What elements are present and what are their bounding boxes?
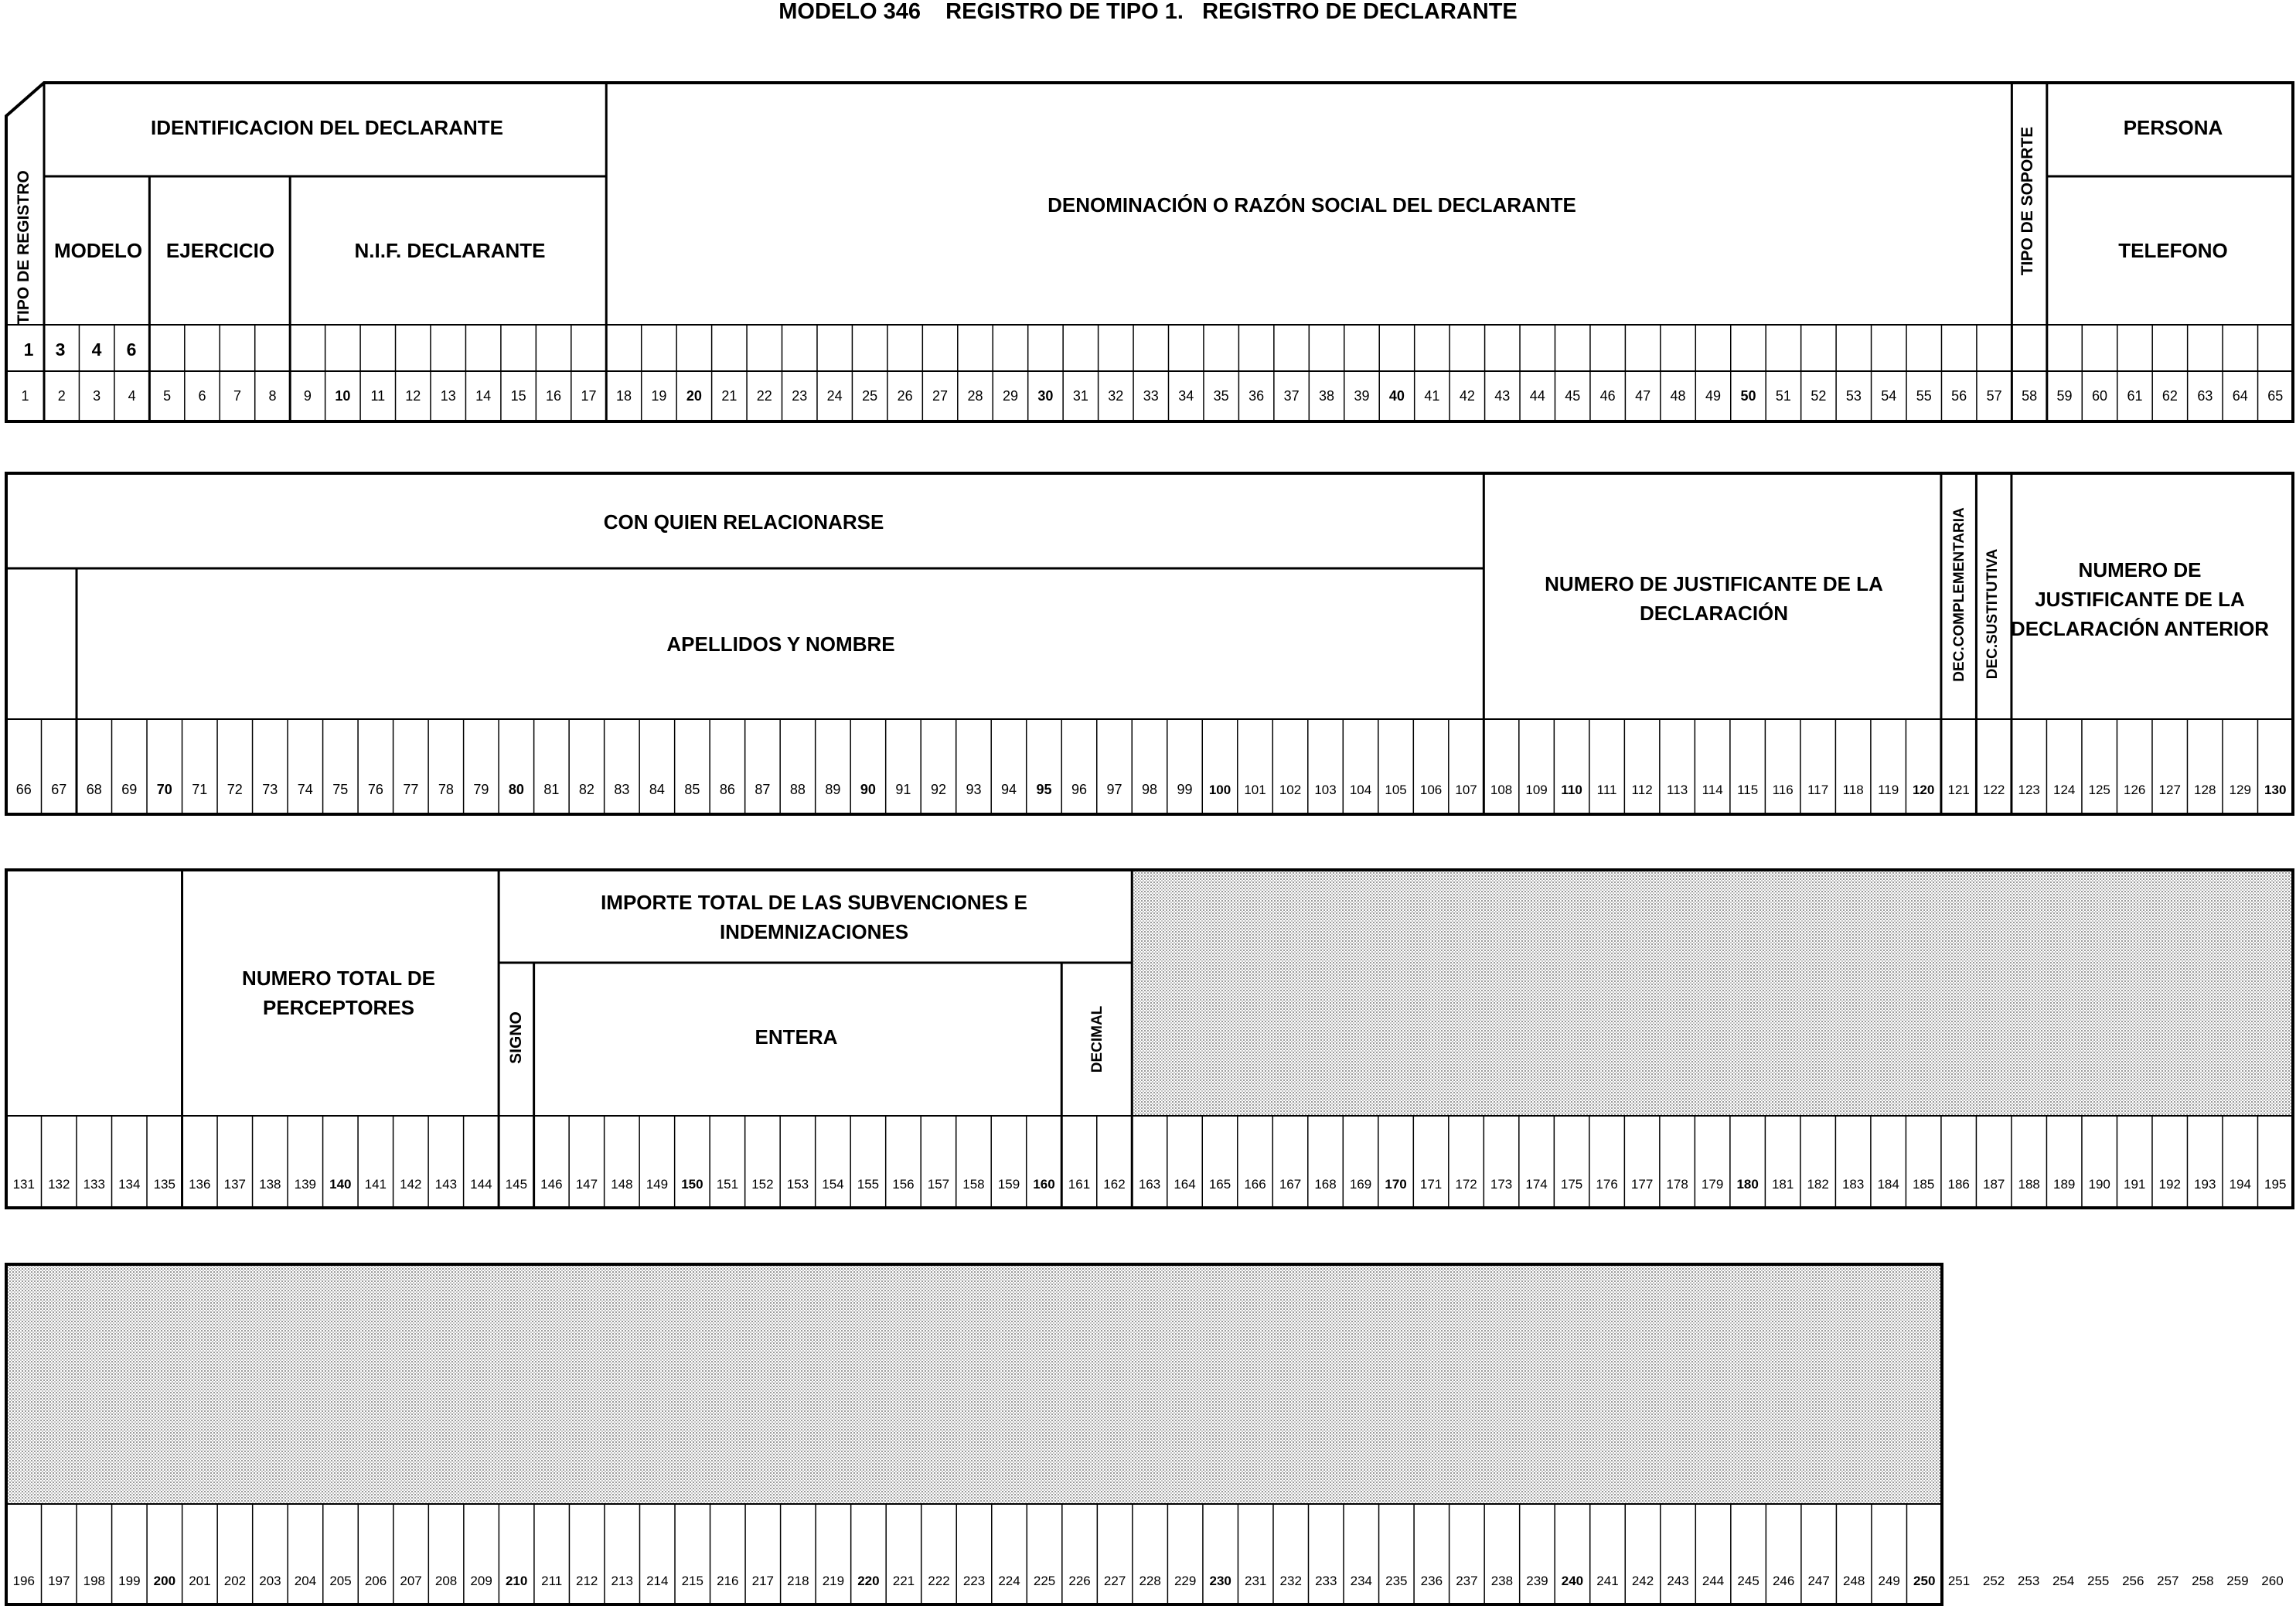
position-number: 177: [1630, 1177, 1654, 1192]
position-number: 28: [967, 388, 983, 404]
position-number: 245: [1737, 1574, 1759, 1588]
position-number: 227: [1103, 1574, 1126, 1588]
position-number: 20: [686, 388, 702, 404]
position-number: 187: [1982, 1177, 2005, 1192]
position-number: 174: [1525, 1177, 1548, 1192]
position-number: 44: [1529, 388, 1545, 404]
position-number: 172: [1455, 1177, 1477, 1192]
position-number: 60: [2091, 388, 2108, 404]
position-number: 180: [1736, 1177, 1759, 1192]
position-number: 34: [1178, 388, 1194, 404]
position-number: 196: [12, 1574, 35, 1588]
position-number: 102: [1279, 783, 1302, 797]
position-number: 162: [1103, 1177, 1126, 1192]
position-number: 169: [1349, 1177, 1372, 1192]
position-number: 224: [998, 1574, 1020, 1588]
position-number: 52: [1811, 388, 1827, 404]
position-number: 10: [335, 388, 351, 404]
position-number: 229: [1174, 1574, 1197, 1588]
position-number: 29: [1002, 388, 1018, 404]
position-number: 183: [1841, 1177, 1865, 1192]
position-number: 190: [2088, 1177, 2110, 1192]
position-number: 25: [862, 388, 878, 404]
position-number: 32: [1108, 388, 1124, 404]
position-number: 178: [1666, 1177, 1688, 1192]
position-number: 145: [505, 1177, 528, 1192]
position-number: 152: [751, 1177, 774, 1192]
position-number: 216: [717, 1574, 739, 1588]
position-number: 116: [1772, 783, 1794, 797]
position-number: 2: [57, 388, 66, 404]
position-number: 223: [962, 1574, 986, 1588]
position-number: 184: [1877, 1177, 1899, 1192]
position-number: 210: [505, 1574, 528, 1588]
position-number: 117: [1807, 783, 1829, 797]
position-number: 147: [575, 1177, 598, 1192]
position-number: 115: [1737, 783, 1759, 797]
position-number: 26: [897, 388, 913, 404]
modelo-label: MODELO: [53, 239, 143, 262]
position-number: 170: [1385, 1177, 1407, 1192]
section-4-reservado: [6, 1266, 1942, 1504]
position-number: 128: [2194, 783, 2216, 797]
position-number: 212: [576, 1574, 598, 1588]
position-number: 236: [1420, 1574, 1443, 1588]
position-number: 30: [1037, 388, 1054, 404]
position-number: 56: [1951, 388, 1967, 404]
position-number: 225: [1033, 1574, 1056, 1588]
position-number: 189: [2053, 1177, 2076, 1192]
position-number: 140: [329, 1177, 352, 1192]
position-number: 150: [681, 1177, 703, 1192]
position-number: 124: [2053, 783, 2076, 797]
position-number: 207: [400, 1574, 422, 1588]
prefilled-tipo-1: 1: [23, 339, 34, 360]
position-number: 256: [2122, 1574, 2144, 1588]
position-number: 204: [294, 1574, 317, 1588]
numero-justificante-anterior-label-1: NUMERO DE: [2078, 558, 2202, 581]
position-number: 168: [1314, 1177, 1337, 1192]
identificacion-label: IDENTIFICACION DEL DECLARANTE: [151, 116, 503, 139]
position-number: 198: [83, 1574, 106, 1588]
position-number: 142: [400, 1177, 422, 1192]
position-number: 125: [2088, 783, 2110, 797]
position-number: 246: [1772, 1574, 1795, 1588]
position-number: 43: [1494, 388, 1511, 404]
position-number: 109: [1525, 783, 1548, 797]
position-number: 84: [649, 782, 665, 797]
position-number: 95: [1036, 782, 1052, 797]
position-number: 209: [470, 1574, 492, 1588]
position-number: 232: [1279, 1574, 1302, 1588]
position-number: 35: [1213, 388, 1229, 404]
position-number: 233: [1315, 1574, 1337, 1588]
position-number: 144: [470, 1177, 492, 1192]
position-number: 105: [1385, 783, 1407, 797]
telefono-label: TELEFONO: [2118, 239, 2228, 262]
position-number: 133: [83, 1177, 105, 1192]
position-number: 188: [2018, 1177, 2040, 1192]
position-number: 244: [1702, 1574, 1725, 1588]
position-number: 157: [927, 1177, 950, 1192]
numero-total-label-2: PERCEPTORES: [262, 996, 415, 1019]
position-number: 49: [1705, 388, 1722, 404]
position-number: 127: [2158, 783, 2181, 797]
position-number: 254: [2052, 1574, 2075, 1588]
position-number: 222: [928, 1574, 950, 1588]
section-3-importes: [242, 871, 2294, 1116]
importe-total-label-2: INDEMNIZACIONES: [719, 920, 909, 943]
page-title: MODELO 346 REGISTRO DE TIPO 1. REGISTRO DE DECLARANTE: [778, 0, 1518, 24]
position-number: 14: [475, 388, 492, 404]
position-number: 202: [223, 1574, 247, 1588]
position-number: 206: [364, 1574, 387, 1588]
position-number: 108: [1490, 783, 1513, 797]
position-number: 121: [1947, 783, 1970, 797]
position-number: 208: [434, 1574, 458, 1588]
position-number: 6: [198, 388, 206, 404]
entera-label: ENTERA: [755, 1025, 838, 1049]
position-number: 249: [1878, 1574, 1900, 1588]
position-number: 151: [716, 1177, 739, 1192]
position-number: 199: [118, 1574, 141, 1588]
position-number: 74: [297, 782, 313, 797]
position-number: 1: [21, 388, 29, 404]
position-number: 96: [1071, 782, 1088, 797]
apellidos-label: APELLIDOS Y NOMBRE: [666, 633, 895, 656]
position-number: 40: [1388, 388, 1405, 404]
position-number: 130: [2264, 783, 2287, 797]
position-number: 77: [403, 782, 419, 797]
position-number: 154: [822, 1177, 844, 1192]
position-number: 39: [1354, 388, 1370, 404]
position-number: 213: [611, 1574, 633, 1588]
position-number: 92: [930, 782, 946, 797]
position-number: 16: [546, 388, 562, 404]
position-number: 65: [2267, 388, 2284, 404]
position-number: 250: [1913, 1574, 1936, 1588]
position-number: 36: [1248, 388, 1265, 404]
denominacion-label: DENOMINACIÓN O RAZÓN SOCIAL DEL DECLARANTE: [1048, 193, 1576, 217]
position-number: 221: [892, 1574, 915, 1588]
position-number: 143: [434, 1177, 458, 1192]
position-number: 3: [93, 388, 101, 404]
tipo-registro-label: TIPO DE REGISTRO: [15, 170, 32, 325]
position-number: 181: [1771, 1177, 1794, 1192]
position-number: 71: [192, 782, 208, 797]
position-number: 235: [1385, 1574, 1408, 1588]
position-number: 85: [684, 782, 700, 797]
position-number: 161: [1068, 1177, 1091, 1192]
position-number: 88: [789, 782, 806, 797]
position-number: 17: [581, 388, 597, 404]
position-number: 192: [2158, 1177, 2181, 1192]
position-number: 91: [895, 782, 911, 797]
position-number: 27: [932, 388, 949, 404]
position-number: 242: [1631, 1574, 1654, 1588]
prefilled-modelo-4: 4: [91, 339, 102, 360]
position-number: 7: [233, 388, 241, 404]
position-number: 33: [1143, 388, 1159, 404]
prefilled-modelo-6: 6: [126, 339, 137, 360]
position-number: 165: [1208, 1177, 1231, 1192]
position-number: 139: [294, 1177, 317, 1192]
importe-total-label-1: IMPORTE TOTAL DE LAS SUBVENCIONES E: [601, 891, 1027, 914]
position-number: 123: [2018, 783, 2040, 797]
position-number: 45: [1565, 388, 1581, 404]
position-number: 153: [786, 1177, 809, 1192]
position-number: 76: [367, 782, 383, 797]
position-number: 167: [1279, 1177, 1302, 1192]
position-number: 94: [1000, 782, 1017, 797]
position-number: 112: [1631, 783, 1653, 797]
position-number: 67: [51, 782, 67, 797]
signo-label: SIGNO: [507, 1011, 525, 1064]
position-number: 248: [1842, 1574, 1865, 1588]
position-number: 149: [646, 1177, 669, 1192]
position-number: 69: [121, 782, 138, 797]
position-number: 131: [12, 1177, 35, 1192]
position-number: 132: [48, 1177, 70, 1192]
position-number: 110: [1561, 783, 1582, 797]
ejercicio-label: EJERCICIO: [165, 239, 275, 262]
position-number: 18: [615, 388, 632, 404]
position-number: 64: [2232, 388, 2248, 404]
position-number: 90: [860, 782, 876, 797]
position-number: 138: [259, 1177, 281, 1192]
position-number: 240: [1561, 1574, 1584, 1588]
position-number: 191: [2124, 1177, 2146, 1192]
position-number: 51: [1775, 388, 1791, 404]
position-number: 228: [1139, 1574, 1161, 1588]
position-number: 72: [227, 782, 243, 797]
position-number: 159: [997, 1177, 1020, 1192]
position-number: 75: [332, 782, 349, 797]
position-number: 129: [2229, 783, 2251, 797]
position-number: 24: [826, 388, 843, 404]
position-number: 70: [156, 782, 172, 797]
position-number: 195: [2264, 1177, 2287, 1192]
position-number: 171: [1419, 1177, 1443, 1192]
section-2-contacto-justificante: [604, 507, 2270, 682]
position-number: 239: [1526, 1574, 1548, 1588]
position-number: 164: [1174, 1177, 1196, 1192]
position-number: 155: [857, 1177, 880, 1192]
position-number: 55: [1916, 388, 1932, 404]
position-number: 119: [1878, 783, 1899, 797]
section-1-registro-declarante: [15, 116, 2228, 360]
position-number: 54: [1881, 388, 1897, 404]
position-number: 9: [303, 388, 312, 404]
position-number: 252: [1982, 1574, 2005, 1588]
position-number: 120: [1912, 783, 1935, 797]
position-number: 107: [1455, 783, 1477, 797]
position-number: 173: [1490, 1177, 1513, 1192]
con-quien-label: CON QUIEN RELACIONARSE: [603, 510, 884, 534]
position-number: 99: [1177, 782, 1193, 797]
position-number: 59: [2056, 388, 2073, 404]
position-number: 79: [473, 782, 489, 797]
position-number: 247: [1807, 1574, 1830, 1588]
position-number: 38: [1319, 388, 1335, 404]
position-number: 42: [1459, 388, 1475, 404]
position-number: 50: [1740, 388, 1756, 404]
position-number: 238: [1490, 1574, 1514, 1588]
position-number: 101: [1244, 783, 1266, 797]
position-number: 83: [614, 782, 630, 797]
position-number: 193: [2194, 1177, 2216, 1192]
position-number: 93: [966, 782, 982, 797]
position-number: 86: [719, 782, 735, 797]
persona-label: PERSONA: [2123, 116, 2223, 139]
position-number: 118: [1842, 783, 1864, 797]
position-number: 259: [2226, 1574, 2249, 1588]
numero-total-label-1: NUMERO TOTAL DE: [242, 967, 435, 990]
position-number: 41: [1424, 388, 1440, 404]
position-number: 37: [1283, 388, 1300, 404]
position-number: 48: [1670, 388, 1686, 404]
position-number: 61: [2127, 388, 2143, 404]
position-number: 203: [259, 1574, 281, 1588]
position-number: 62: [2161, 388, 2178, 404]
position-number: 135: [153, 1177, 175, 1192]
section-2-border: [6, 473, 2293, 814]
position-number: 258: [2192, 1574, 2214, 1588]
position-number: 122: [1982, 783, 2005, 797]
position-number: 219: [822, 1574, 845, 1588]
position-number: 211: [541, 1574, 563, 1588]
position-number: 46: [1599, 388, 1616, 404]
position-number: 103: [1314, 783, 1337, 797]
position-number: 58: [2022, 388, 2038, 404]
position-number: 113: [1667, 783, 1688, 797]
position-number: 186: [1947, 1177, 1970, 1192]
position-number: 126: [2124, 783, 2146, 797]
decimal-label: DECIMAL: [1089, 1005, 1105, 1073]
position-number: 82: [578, 782, 594, 797]
position-number: 23: [792, 388, 808, 404]
position-number: 68: [86, 782, 102, 797]
position-number: 241: [1596, 1574, 1619, 1588]
position-number: 66: [15, 782, 32, 797]
position-number: 251: [1947, 1574, 1971, 1588]
prefilled-modelo-3: 3: [55, 339, 66, 360]
position-number: 4: [128, 388, 136, 404]
position-number: 12: [405, 388, 421, 404]
position-number: 63: [2197, 388, 2213, 404]
position-number: 156: [892, 1177, 915, 1192]
tipo-soporte-label: TIPO DE SOPORTE: [2018, 126, 2036, 276]
position-number: 176: [1596, 1177, 1618, 1192]
position-number: 78: [438, 782, 454, 797]
position-number: 185: [1912, 1177, 1935, 1192]
position-number: 163: [1138, 1177, 1161, 1192]
position-number: 230: [1209, 1574, 1231, 1588]
position-number: 257: [2157, 1574, 2179, 1588]
numero-justificante-label-1: NUMERO DE JUSTIFICANTE DE LA: [1545, 572, 1883, 595]
position-number: 214: [646, 1574, 669, 1588]
position-number: 220: [857, 1574, 880, 1588]
position-number: 182: [1807, 1177, 1829, 1192]
position-number: 175: [1560, 1177, 1583, 1192]
position-number: 218: [787, 1574, 809, 1588]
position-number: 194: [2229, 1177, 2251, 1192]
position-number: 104: [1349, 783, 1372, 797]
position-number: 8: [268, 388, 277, 404]
position-number: 197: [48, 1574, 70, 1588]
position-number: 100: [1208, 783, 1231, 797]
position-number: 97: [1106, 782, 1122, 797]
position-number: 137: [223, 1177, 246, 1192]
position-number: 73: [262, 782, 278, 797]
position-number: 106: [1419, 783, 1443, 797]
numero-justificante-label-2: DECLARACIÓN: [1639, 602, 1789, 625]
position-number: 260: [2261, 1574, 2284, 1588]
dec-complementaria-label: DEC.COMPLEMENTARIA: [1951, 507, 1967, 682]
numero-justificante-anterior-label-2: JUSTIFICANTE DE LA: [2035, 588, 2245, 611]
position-number: 136: [189, 1177, 211, 1192]
position-number: 89: [825, 782, 841, 797]
position-number: 134: [118, 1177, 141, 1192]
position-number: 87: [755, 782, 771, 797]
position-number: 217: [751, 1574, 775, 1588]
position-number: 22: [756, 388, 772, 404]
position-number: 114: [1702, 783, 1723, 797]
position-number: 15: [510, 388, 526, 404]
position-number: 234: [1350, 1574, 1372, 1588]
position-number: 255: [2087, 1574, 2110, 1588]
position-number: 160: [1033, 1177, 1055, 1192]
position-number: 53: [1845, 388, 1862, 404]
position-number: 31: [1072, 388, 1088, 404]
numero-justificante-anterior-label-3: DECLARACIÓN ANTERIOR: [2010, 617, 2270, 640]
position-number: 5: [163, 388, 172, 404]
position-number: 146: [540, 1177, 563, 1192]
position-number: 226: [1068, 1574, 1091, 1588]
position-number: 47: [1635, 388, 1651, 404]
position-number: 81: [543, 782, 560, 797]
position-number: 231: [1245, 1574, 1267, 1588]
position-number: 141: [364, 1177, 387, 1192]
position-number: 253: [2017, 1574, 2040, 1588]
position-number: 21: [721, 388, 738, 404]
position-number: 237: [1456, 1574, 1478, 1588]
position-number: 148: [611, 1177, 633, 1192]
shaded-area-section-3: [1132, 871, 2294, 1116]
position-number: 98: [1141, 782, 1158, 797]
position-number: 19: [651, 388, 667, 404]
position-number: 111: [1596, 783, 1617, 797]
position-number: 215: [681, 1574, 703, 1588]
dec-sustitutiva-label: DEC.SUSTITUTIVA: [1984, 548, 2001, 680]
nif-label: N.I.F. DECLARANTE: [354, 239, 546, 262]
position-number: 166: [1244, 1177, 1266, 1192]
position-number: 11: [370, 388, 386, 404]
position-number: 243: [1667, 1574, 1689, 1588]
shaded-area-section-4: [6, 1266, 1942, 1504]
position-number: 13: [440, 388, 456, 404]
position-number: 200: [153, 1574, 176, 1588]
position-number: 57: [1986, 388, 2002, 404]
position-number: 158: [962, 1177, 985, 1192]
position-number: 201: [189, 1574, 211, 1588]
position-number: 205: [329, 1574, 352, 1588]
position-number: 80: [508, 782, 524, 797]
position-number: 179: [1701, 1177, 1724, 1192]
